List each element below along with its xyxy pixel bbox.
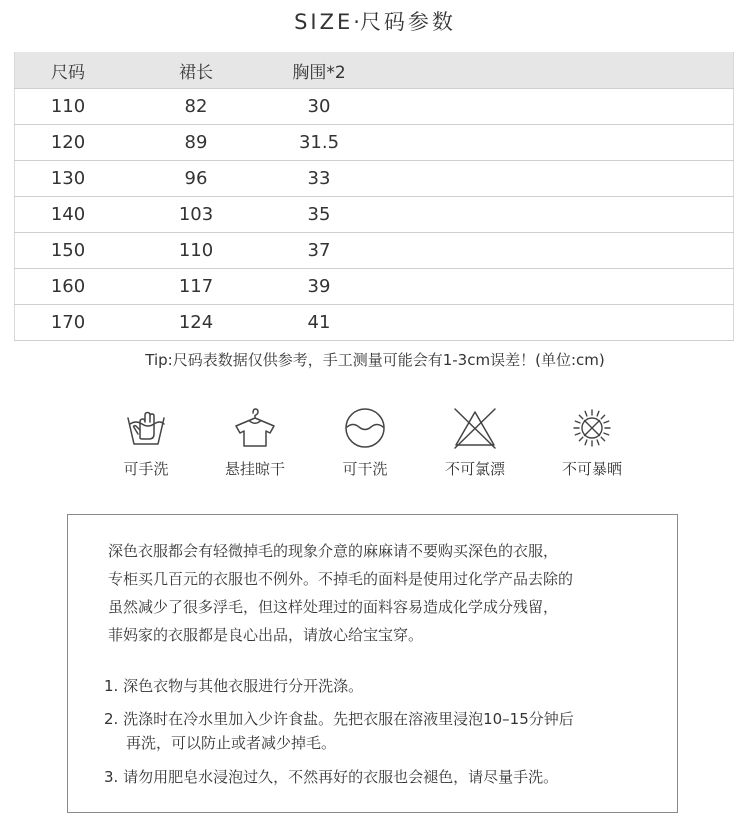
cell-length: 110 [121, 233, 271, 269]
cell-length: 96 [121, 161, 271, 197]
size-tip: Tip:尺码表数据仅供参考，手工测量可能会有1-3cm误差！(单位:cm) [145, 351, 605, 369]
paragraph-line: 虽然减少了很多浮毛，但这样处理过的面料容易造成化学成分残留， [108, 598, 559, 616]
cell-size: 150 [15, 233, 122, 269]
header-size: 尺码 [15, 52, 122, 89]
header-empty [367, 52, 734, 89]
cell-size: 110 [15, 89, 122, 125]
care-label: 可干洗 [342, 460, 388, 478]
cell-chest: 41 [271, 305, 367, 341]
cell-empty [367, 305, 734, 341]
list-item: 2. 洗涤时在冷水里加入少许食盐。先把衣服在溶液里浸泡10–15分钟后 [104, 710, 574, 728]
no-sun-dry-icon [570, 406, 614, 450]
table-header-row [15, 52, 734, 89]
size-table [14, 52, 734, 341]
cell-empty [367, 233, 734, 269]
cell-size: 140 [15, 197, 122, 233]
cell-empty [367, 125, 734, 161]
list-item: 1. 深色衣物与其他衣服进行分开洗涤。 [104, 677, 364, 695]
cell-size: 120 [15, 125, 122, 161]
cell-length: 89 [121, 125, 271, 161]
hang-dry-icon [232, 406, 278, 450]
list-item: 3. 请勿用肥皂水浸泡过久，不然再好的衣服也会褪色，请尽量手洗。 [104, 768, 559, 786]
paragraph-line: 菲妈家的衣服都是良心出品，请放心给宝宝穿。 [108, 626, 424, 644]
care-notes-box [67, 514, 678, 813]
cell-chest: 31.5 [271, 125, 367, 161]
table-row [15, 233, 734, 269]
care-label: 不可暴晒 [561, 460, 622, 478]
title-cn: 尺码参数 [359, 10, 456, 34]
care-item-no-bleach [420, 406, 530, 479]
table-row [15, 89, 734, 125]
cell-empty [367, 269, 734, 305]
header-chest: 胸围*2 [271, 52, 367, 89]
list-item-continuation: 再洗，可以防止或者减少掉毛。 [126, 734, 337, 752]
cell-length: 103 [121, 197, 271, 233]
notes-list [104, 674, 664, 789]
cell-length: 82 [121, 89, 271, 125]
cell-size: 160 [15, 269, 122, 305]
table-row [15, 305, 734, 341]
care-item-dry-clean [310, 406, 420, 479]
cell-size: 130 [15, 161, 122, 197]
cell-empty [367, 89, 734, 125]
cell-chest: 39 [271, 269, 367, 305]
cell-chest: 30 [271, 89, 367, 125]
hand-wash-icon [124, 406, 168, 450]
notes-paragraph [108, 537, 668, 649]
title-separator: · [353, 10, 360, 34]
dry-clean-icon [343, 406, 387, 450]
cell-empty [367, 197, 734, 233]
paragraph-line: 专柜买几百元的衣服也不例外。不掉毛的面料是使用过化学产品去除的 [108, 570, 574, 588]
cell-chest: 37 [271, 233, 367, 269]
care-item-hand-wash [91, 406, 201, 479]
care-label: 不可氯漂 [444, 460, 505, 478]
care-item-no-sun-dry [537, 406, 647, 479]
cell-chest: 33 [271, 161, 367, 197]
table-row [15, 197, 734, 233]
page-title [0, 6, 750, 36]
care-label: 可手洗 [123, 460, 169, 478]
cell-size: 170 [15, 305, 122, 341]
title-size: SIZE [294, 10, 354, 34]
paragraph-line: 深色衣服都会有轻微掉毛的现象介意的麻麻请不要购买深色的衣服， [108, 542, 559, 560]
table-row [15, 269, 734, 305]
table-row [15, 161, 734, 197]
no-bleach-icon [452, 406, 498, 450]
header-length: 裙长 [121, 52, 271, 89]
care-label: 悬挂晾干 [224, 460, 285, 478]
table-row [15, 125, 734, 161]
care-item-hang-dry [200, 406, 310, 479]
cell-chest: 35 [271, 197, 367, 233]
cell-length: 117 [121, 269, 271, 305]
cell-length: 124 [121, 305, 271, 341]
cell-empty [367, 161, 734, 197]
